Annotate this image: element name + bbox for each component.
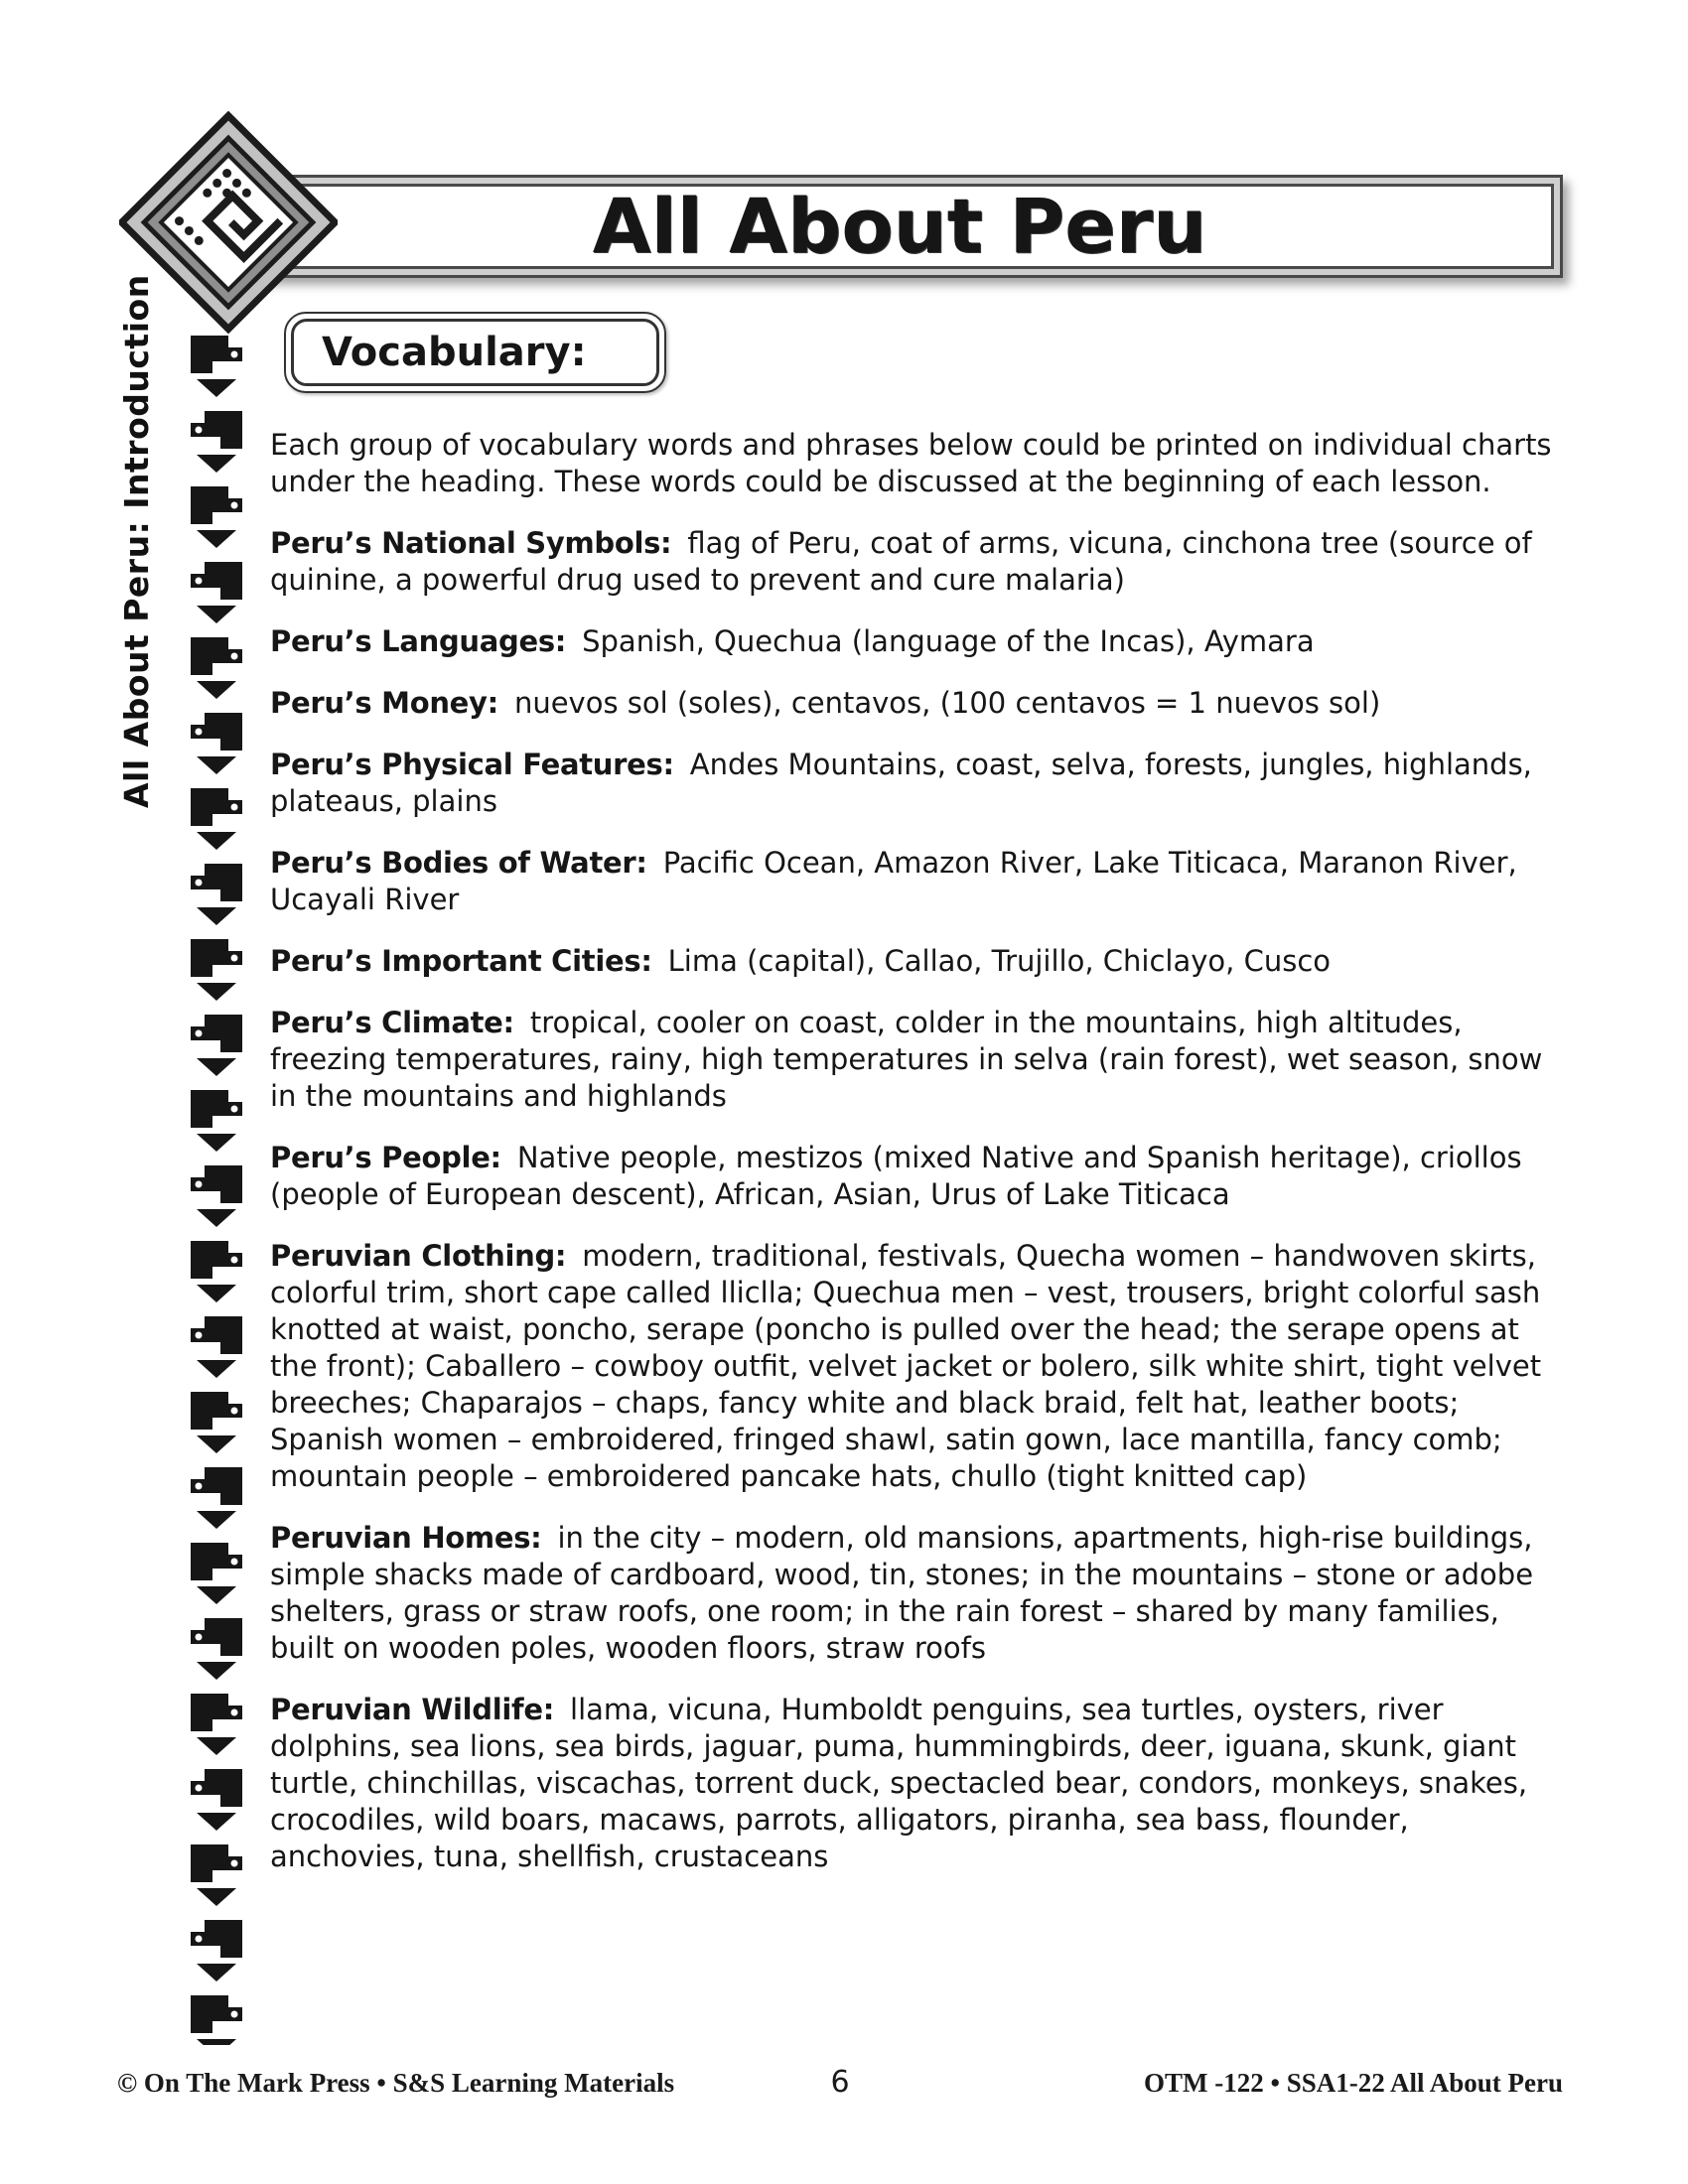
inca-border-decoration [183,328,250,2045]
footer-publisher: © On The Mark Press • S&S Learning Materials [117,2068,675,2098]
section-text: modern, traditional, festivals, Quecha women – handwoven skirts, colorful trim, short cape called lliclla; Quechua men – vest, trousers, bright colorful sash knotted at waist, poncho, serape (poncho is pulled over the head; the serape opens at the front); Caballero – cowboy outfit, velvet jacket or bolero, silk white shirt, tight velvet breeches; Chaparajos – chaps, fancy white and black braid, felt hat, leather boots; Spanish women – embroidered, fringed shawl, satin gown, lace mantilla, fancy comb; mountain people – embroidered pancake hats, chullo (tight knitted cap) [270,1239,1542,1493]
inca-logo [119,111,338,334]
vocab-section [270,685,1561,722]
content-area [270,312,1561,1875]
vocab-section [270,747,1561,820]
section-label: Peru’s Money: [270,686,498,720]
section-label: Peru’s Languages: [270,624,567,658]
section-label: Peru’s Physical Features: [270,748,674,781]
section-label: Peru’s National Symbols: [270,526,672,560]
section-label: Peruvian Homes: [270,1521,542,1555]
inca-diamond-icon [119,111,338,334]
section-text: tropical, cooler on coast, colder in the mountains, high altitudes, freezing temperatures, rainy, high temperatures in selva (rain forest), wet season, snow in the mountains and highlands [270,1006,1543,1113]
inca-bird-border-icon [183,328,250,2045]
title-banner [236,175,1563,278]
section-label: Peruvian Wildlife: [270,1693,555,1726]
page-title: All About Peru [592,184,1207,269]
vocab-section [270,1005,1561,1115]
section-label: Peru’s People: [270,1141,501,1174]
vocab-section [270,623,1561,660]
vocab-section [270,845,1561,918]
section-text: Lima (capital), Callao, Trujillo, Chiclayo, Cusco [667,944,1332,978]
vocab-section [270,525,1561,599]
vocab-section [270,1140,1561,1213]
section-label: Peruvian Clothing: [270,1239,567,1273]
vocabulary-heading-badge [284,312,666,393]
page-footer [117,2065,1563,2100]
vocab-section [270,1520,1561,1667]
vocab-sections [270,525,1561,1875]
footer-product-code: OTM -122 • SSA1-22 All About Peru [1144,2068,1563,2098]
section-label: Peru’s Bodies of Water: [270,846,647,880]
section-text: flag of Peru, coat of arms, vicuna, cinchona tree (source of quinine, a powerful drug used to prevent and cure malaria) [270,526,1532,597]
section-text: Pacific Ocean, Amazon River, Lake Titicaca, Maranon River, Ucayali River [270,846,1517,916]
vocab-section [270,1238,1561,1495]
section-text: nuevos sol (soles), centavos, (100 centavos = 1 nuevos sol) [513,686,1381,720]
section-label: Peru’s Important Cities: [270,944,652,978]
title-banner-inner [245,184,1554,269]
section-text: Native people, mestizos (mixed Native and Spanish heritage), criollos (people of European descent), African, Asian, Urus of Lake Titicaca [270,1141,1522,1211]
page-number: 6 [830,2065,850,2100]
intro-paragraph: Each group of vocabulary words and phrases below could be printed on individual charts under the heading. These words could be discussed at the beginning of each lesson. [270,428,1552,498]
vocab-section [270,943,1561,980]
vocabulary-heading: Vocabulary: [291,319,659,386]
sidebar-label: All About Peru: Introduction [117,274,156,808]
section-text: llama, vicuna, Humboldt penguins, sea turtles, oysters, river dolphins, sea lions, sea birds, jaguar, puma, hummingbirds, deer, iguana, skunk, giant turtle, chinchillas, viscachas, torrent duck, spectacled bear, condors, monkeys, snakes, crocodiles, wild boars, macaws, parrots, alligators, piranha, sea bass, flounder, anchovies, tuna, shellfish, crustaceans [270,1693,1528,1873]
section-label: Peru’s Climate: [270,1006,514,1039]
section-text: in the city – modern, old mansions, apartments, high-rise buildings, simple shacks made of cardboard, wood, tin, stones; in the mountains – stone or adobe shelters, grass or straw roofs, one room; in the rain forest – shared by many families, built on wooden poles, wooden floors, straw roofs [270,1521,1534,1665]
section-text: Spanish, Quechua (language of the Incas), Aymara [582,624,1315,658]
vocab-section [270,1692,1561,1875]
section-text: Andes Mountains, coast, selva, forests, jungles, highlands, plateaus, plains [270,748,1532,818]
